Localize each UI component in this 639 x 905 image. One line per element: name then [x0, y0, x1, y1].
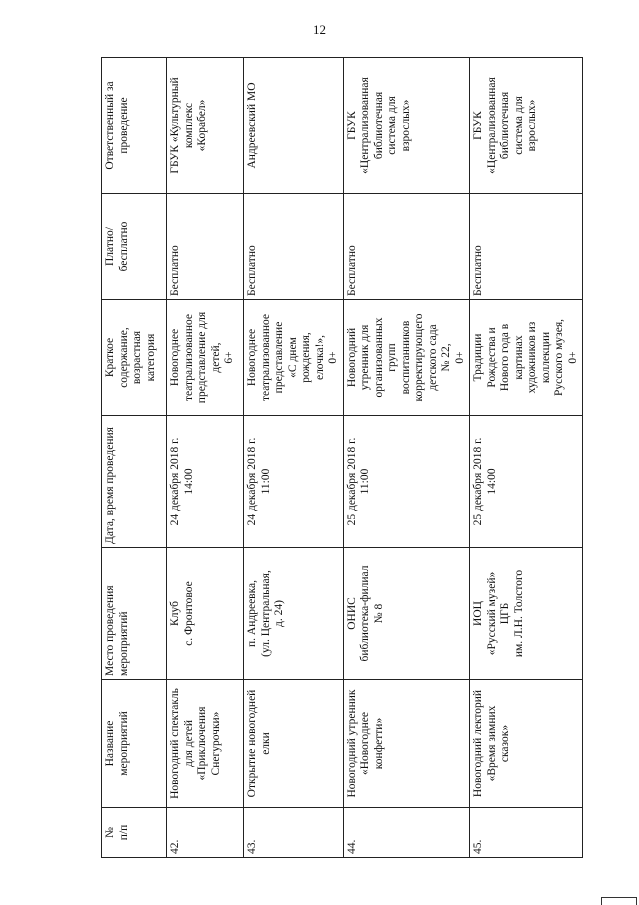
header-paid: Платно/ бесплатно	[102, 194, 167, 300]
table-header-row	[102, 58, 167, 858]
row-name: Новогодний утренник «Новогоднее конфетти»	[343, 680, 470, 808]
row-num: 43.	[244, 808, 344, 858]
row-num: 44.	[343, 808, 470, 858]
table-row	[470, 58, 583, 858]
row-num: 42.	[167, 808, 244, 858]
row-summary: Новогоднее театрализованное представление для детей, 6+	[167, 300, 244, 416]
row-summary: Новогодний утренник для организованных групп воспитанников корректирующего детского сада № 22, 0+	[343, 300, 470, 416]
table-row	[244, 58, 344, 858]
row-responsible: ГБУК «Централизованная библиотечная система для взрослых»	[343, 58, 470, 194]
row-date: 25 декабря 2018 г. 14:00	[470, 416, 583, 548]
events-table	[101, 57, 583, 858]
row-place: ИОЦ «Русский музей» ЦГБ им. Л.Н. Толстого	[470, 548, 583, 680]
row-responsible: ГБУК «Централизованная библиотечная система для взрослых»	[470, 58, 583, 194]
scan-edge-mark	[601, 897, 637, 905]
header-name: Название мероприятий	[102, 680, 167, 808]
header-place: Место проведения мероприятий	[102, 548, 167, 680]
row-date: 24 декабря 2018 г. 11:00	[244, 416, 344, 548]
header-num: № п/п	[102, 808, 167, 858]
row-paid: Бесплатно	[343, 194, 470, 300]
row-date: 25 декабря 2018 г. 11:00	[343, 416, 470, 548]
header-date: Дата, время проведения	[102, 416, 167, 548]
table-row	[343, 58, 470, 858]
row-name: Открытие новогодней елки	[244, 680, 344, 808]
row-place: п. Андреевка, (ул. Центральная, д. 24)	[244, 548, 344, 680]
row-summary: Новогоднее театрализованное представление «С днем рождения, елочка!», 0+	[244, 300, 344, 416]
row-name: Новогодний спектакль для детей «Приключения Снегурочки»	[167, 680, 244, 808]
row-paid: Бесплатно	[167, 194, 244, 300]
row-paid: Бесплатно	[470, 194, 583, 300]
row-place: Клуб с. Фронтовое	[167, 548, 244, 680]
rotated-table-container	[101, 58, 579, 858]
header-summary: Краткое содержание, возрастная категория	[102, 300, 167, 416]
row-paid: Бесплатно	[244, 194, 344, 300]
page-number: 12	[313, 22, 326, 37]
row-name: Новогодний лекторий «Время зимних сказок»	[470, 680, 583, 808]
row-date: 24 декабря 2018 г. 14:00	[167, 416, 244, 548]
row-summary: Традиции Рождества и Нового года в картинах художников из коллекции Русского музея, 0+	[470, 300, 583, 416]
row-responsible: ГБУК «Культурный комплекс «Корабел»	[167, 58, 244, 194]
row-place: ОНИС библиотека-филиал № 8	[343, 548, 470, 680]
table-row	[167, 58, 244, 858]
header-responsible: Ответственный за проведение	[102, 58, 167, 194]
row-num: 45.	[470, 808, 583, 858]
row-responsible: Андреевский МО	[244, 58, 344, 194]
